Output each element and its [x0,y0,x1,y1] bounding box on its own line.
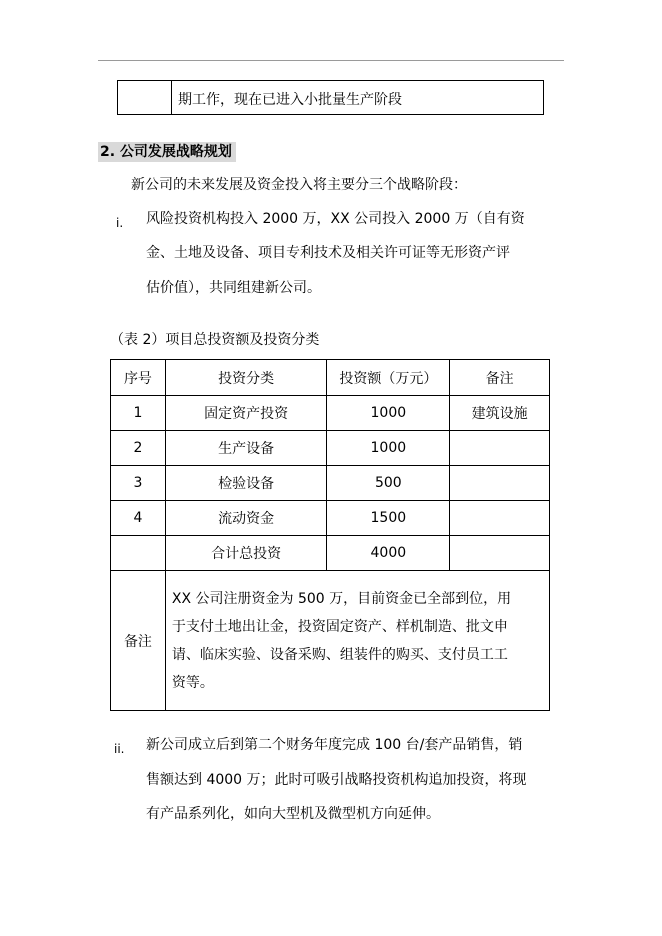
table-cell: 4 [111,501,166,536]
header-rule [98,60,564,61]
table-cell [450,501,550,536]
note-label: 备注 [111,571,166,711]
continuation-text: 期工作，现在已进入小批量生产阶段 [178,92,402,108]
section-number: 2. [100,144,116,160]
table-cell: 1 [111,396,166,431]
stage-i-line-1: 风险投资机构投入 2000 万，XX 公司投入 2000 万（自有资 [146,211,525,227]
stage-i-line-2: 金、土地及设备、项目专利技术及相关许可证等无形资产评 [146,245,510,261]
table-cell: 检验设备 [165,466,327,501]
note-line: 请、临床实验、设备采购、组装件的购买、支付员工工 [171,646,508,663]
table-cell: 建筑设施 [450,396,550,431]
note-line: 于支付土地出让金，投资固定资产、样机制造、批文申 [171,618,508,635]
table-total-row [111,536,550,571]
table-cell: 合计总投资 [165,536,327,571]
table-row [111,431,550,466]
continuation-box [117,80,544,115]
table-cell [111,536,166,571]
investment-table [110,359,550,711]
stage-ii-line-3: 有产品系列化，如向大型机及微型机方向延伸。 [146,806,440,822]
table-cell: 2 [111,431,166,466]
table-row [111,396,550,431]
note-content [165,571,549,711]
stage-ii-marker: ii. [114,742,125,756]
table-cell: 4000 [327,536,450,571]
table-cell: 流动资金 [165,501,327,536]
table-cell [450,536,550,571]
table-caption: （表 2）项目总投资额及投资分类 [110,332,320,348]
table-cell: 固定资产投资 [165,396,327,431]
table-row [111,501,550,536]
table-cell: 1500 [327,501,450,536]
stage-i-marker: i. [116,216,124,230]
box-divider [171,81,172,114]
intro-paragraph: 新公司的未来发展及资金投入将主要分三个战略阶段： [131,177,467,193]
section-title: 公司发展战略规划 [119,144,232,160]
table-cell [450,431,550,466]
table-note-row [111,571,550,711]
header-cell: 备注 [450,360,550,396]
table-cell [450,466,550,501]
table-cell: 3 [111,466,166,501]
section-heading [98,142,236,162]
table-cell: 生产设备 [165,431,327,466]
note-line: XX 公司注册资金为 500 万，目前资金已全部到位，用 [171,590,512,607]
header-cell: 投资额（万元） [327,360,450,396]
table-header-row [111,360,550,396]
note-line: 资等。 [171,674,214,691]
stage-i-line-3: 估价值），共同组建新公司。 [146,280,321,296]
stage-ii-line-1: 新公司成立后到第二个财务年度完成 100 台/套产品销售，销 [146,737,523,753]
table-cell: 1000 [327,431,450,466]
table-cell: 500 [327,466,450,501]
stage-ii-line-2: 售额达到 4000 万；此时可吸引战略投资机构追加投资，将现 [146,772,527,788]
header-cell: 投资分类 [165,360,327,396]
table-row [111,466,550,501]
header-cell: 序号 [111,360,166,396]
table-cell: 1000 [327,396,450,431]
